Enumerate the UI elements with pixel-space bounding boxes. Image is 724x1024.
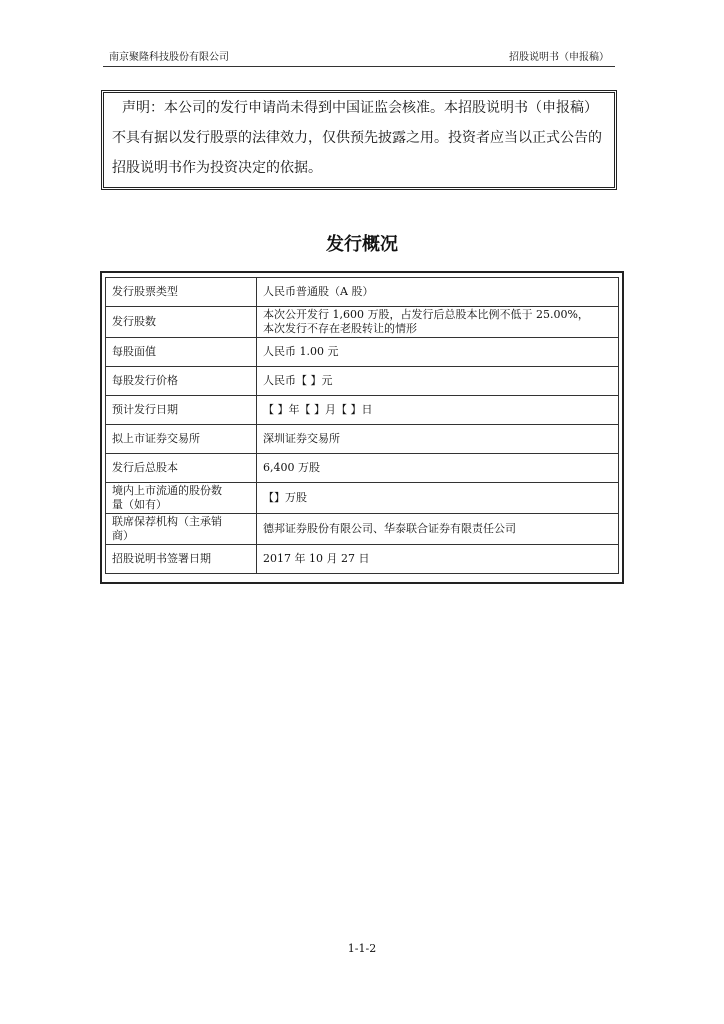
- table-row: [106, 338, 619, 367]
- row-value: 【】万股: [257, 483, 619, 514]
- table-row: [106, 396, 619, 425]
- row-label: 发行股数: [106, 307, 257, 338]
- row-label: [106, 514, 257, 545]
- row-value: 【 】年【 】月【 】日: [257, 396, 619, 425]
- page-header: [103, 50, 615, 67]
- row-value: 人民币 1.00 元: [257, 338, 619, 367]
- table-row: [106, 367, 619, 396]
- row-label: 预计发行日期: [106, 396, 257, 425]
- row-label: [106, 483, 257, 514]
- table-row: [106, 514, 619, 545]
- row-value: 2017 年 10 月 27 日: [257, 545, 619, 574]
- row-value: [257, 307, 619, 338]
- row-label: 每股发行价格: [106, 367, 257, 396]
- row-label-line-1: 境内上市流通的股份数: [112, 484, 222, 497]
- row-label-line-2: 量（如有）: [112, 498, 167, 511]
- row-label: 发行股票类型: [106, 278, 257, 307]
- table-row: [106, 425, 619, 454]
- row-value: 德邦证券股份有限公司、华泰联合证券有限责任公司: [257, 514, 619, 545]
- declaration-line-1: 声明：本公司的发行申请尚未得到中国证监会核准。本招股说明书（申报稿）: [122, 100, 598, 116]
- row-value-line-1: 本次公开发行 1,600 万股，占发行后总股本比例不低于 25.00%，: [263, 308, 589, 321]
- row-label-line-1: 联席保荐机构（主承销: [112, 515, 222, 528]
- page-number: 1-1-2: [347, 942, 377, 955]
- declaration-line-2: 不具有据以发行股票的法律效力，仅供预先披露之用。投资者应当以正式公告的: [112, 130, 602, 146]
- row-label: 拟上市证券交易所: [106, 425, 257, 454]
- section-title: 发行概况: [326, 234, 398, 255]
- row-value: 深圳证券交易所: [257, 425, 619, 454]
- declaration-box: [101, 90, 617, 190]
- table-row: [106, 278, 619, 307]
- row-value: 人民币【 】元: [257, 367, 619, 396]
- row-label: 每股面值: [106, 338, 257, 367]
- row-label: 招股说明书签署日期: [106, 545, 257, 574]
- row-value: 6,400 万股: [257, 454, 619, 483]
- row-value-line-2: 本次发行不存在老股转让的情形: [263, 322, 417, 335]
- row-label: 发行后总股本: [106, 454, 257, 483]
- offering-summary-table: [100, 271, 624, 584]
- table-row: [106, 545, 619, 574]
- header-document-name: 招股说明书（申报稿）: [509, 52, 609, 63]
- table-row: [106, 483, 619, 514]
- row-label-line-2: 商）: [112, 529, 134, 542]
- declaration-line-3: 招股说明书作为投资决定的依据。: [112, 160, 322, 176]
- row-value: 人民币普通股（A 股）: [257, 278, 619, 307]
- table-row: [106, 454, 619, 483]
- header-company-name: 南京聚隆科技股份有限公司: [109, 52, 229, 63]
- table-row: [106, 307, 619, 338]
